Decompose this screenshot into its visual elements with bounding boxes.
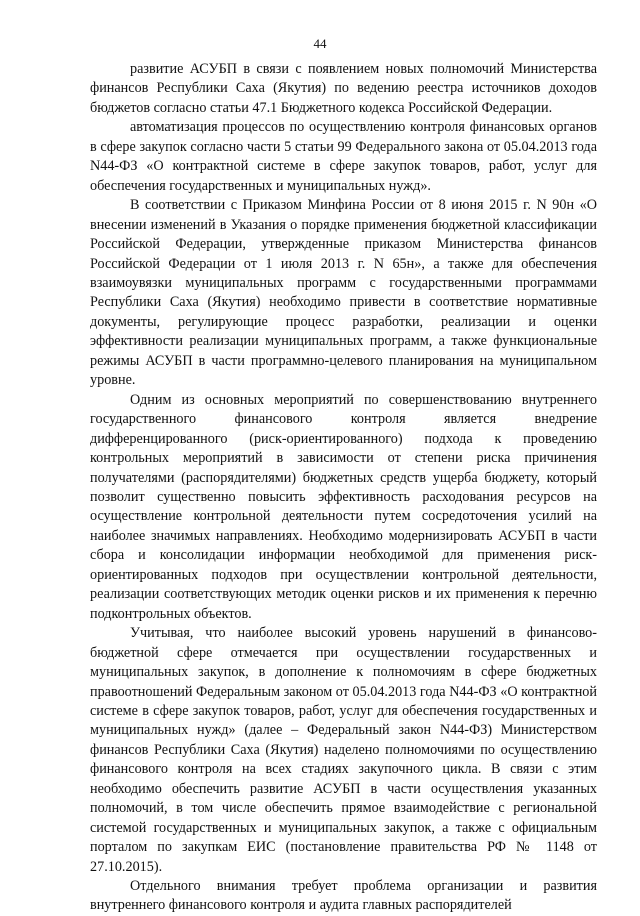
page-number: 44 xyxy=(313,36,327,51)
document-body xyxy=(90,60,597,916)
paragraph: развитие АСУБП в связи с появлением новых полномочий Министерства финансов Республики Саха (Якутия) по ведению реестра источников доходов бюджетов согласно статьи 47.1 Бюджетного кодекса Российской Федерации. xyxy=(90,61,597,116)
paragraph: Отдельного внимания требует проблема организации и развития внутреннего финансового контроля и аудита главных распорядителей xyxy=(90,878,597,914)
paragraph: В соответствии с Приказом Минфина России от 8 июня 2015 г. N 90н «О внесении изменений в Указания о порядке применения бюджетной классификации Российской Федерации, утвержденные приказом Министерства финансов Российской Федерации от 1 июля 2013 г. N 65н», а также для обеспечения взаимоувязки муниципальных программ с государственными программами Республики Саха (Якутия) необходимо привести в соответствие нормативные документы, регулирующие процесс разработки, реализации и оценки эффективности реализации муниципальных программ, а также функциональные режимы АСУБП в части программно-целевого планирования на муниципальном уровне. xyxy=(90,197,597,389)
paragraph: Учитывая, что наиболее высокий уровень нарушений в финансово-бюджетной сфере отмечается при осуществлении государственных и муниципальных закупок, в дополнение к полномочиям в сфере бюджетных правоотношений Федеральным законом от 05.04.2013 года N44-ФЗ «О контрактной системе в сфере закупок товаров, работ, услуг для обеспечения государственных и муниципальных нужд» (далее – Федеральный закон N44-ФЗ) Министерством финансов Республики Саха (Якутия) наделено полномочиями по осуществлению финансового контроля на всех стадиях закупочного цикла. В связи с этим необходимо обеспечить развитие АСУБП в части осуществления указанных полномочий, в том числе обеспечить прямое взаимодействие с региональной системой государственных и муниципальных закупок, а также с официальным порталом по закупкам ЕИС (постановление правительства РФ № 1148 от 27.10.2015). xyxy=(90,625,597,875)
paragraph: Одним из основных мероприятий по совершенствованию внутреннего государственного финансового контроля является внедрение дифференцированного (риск-ориентированного) подхода к проведению контрольных мероприятий в зависимости от степени риска причинения получателями (распорядителями) бюджетных средств ущерба бюджету, который позволит существенно повысить эффективность расходования ресурсов на осуществление контрольной деятельности путем сосредоточения усилий на наиболее значимых направлениях. Необходимо модернизировать АСУБП в части сбора и консолидации информации необходимой для применения риск-ориентированных подходов при осуществлении контрольной деятельности, реализации соответствующих методик оценки рисков и их применения к перечню подконтрольных объектов. xyxy=(90,391,597,622)
paragraph: автоматизация процессов по осуществлению контроля финансовых органов в сфере закупок согласно части 5 статьи 99 Федерального закона от 05.04.2013 года N44-ФЗ «О контрактной системе в сфере закупок товаров, работ, услуг для обеспечения государственных и муниципальных нужд». xyxy=(90,119,597,194)
